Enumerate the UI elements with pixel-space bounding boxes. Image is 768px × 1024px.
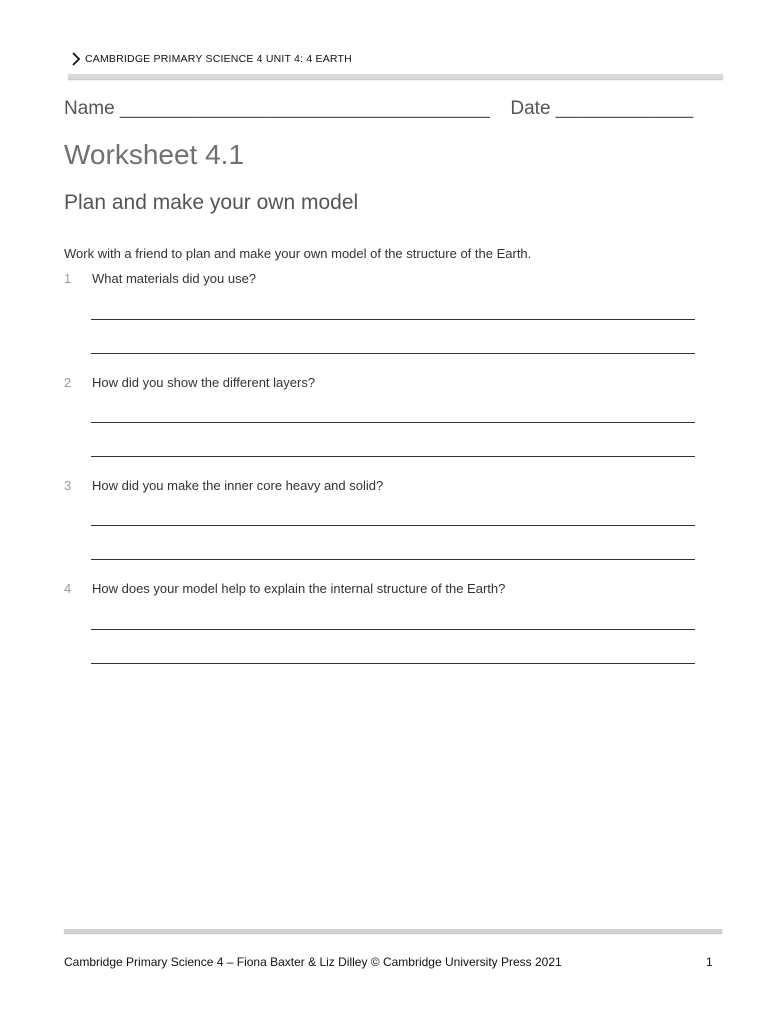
answer-line[interactable] bbox=[91, 422, 695, 423]
footer-divider bbox=[64, 929, 722, 933]
name-field-label: Name ___________________________________ bbox=[64, 98, 490, 119]
name-date-row bbox=[64, 98, 714, 120]
worksheet-subtitle: Plan and make your own model bbox=[64, 191, 359, 214]
question-number: 2 bbox=[64, 375, 72, 390]
question-text: How did you make the inner core heavy and solid? bbox=[92, 478, 384, 493]
question-1 bbox=[64, 271, 256, 286]
running-header bbox=[68, 51, 352, 67]
chevron-right-icon bbox=[68, 51, 84, 67]
question-3 bbox=[64, 478, 383, 493]
answer-line[interactable] bbox=[91, 353, 695, 354]
answer-line[interactable] bbox=[91, 663, 695, 664]
instructions-text: Work with a friend to plan and make your own model of the structure of the Earth. bbox=[64, 246, 532, 261]
answer-line[interactable] bbox=[91, 319, 695, 320]
header-divider bbox=[68, 74, 723, 79]
question-number: 4 bbox=[64, 581, 72, 596]
date-field-label: Date _____________ bbox=[510, 98, 694, 119]
question-4 bbox=[64, 581, 505, 596]
question-2 bbox=[64, 375, 315, 390]
footer-copyright: Cambridge Primary Science 4 – Fiona Baxter & Liz Dilley © Cambridge University Press 2021 bbox=[64, 955, 562, 969]
answer-line[interactable] bbox=[91, 525, 695, 526]
question-number: 3 bbox=[64, 478, 72, 493]
question-number: 1 bbox=[64, 271, 72, 286]
question-text: What materials did you use? bbox=[92, 271, 257, 286]
answer-line[interactable] bbox=[91, 629, 695, 630]
answer-line[interactable] bbox=[91, 456, 695, 457]
page-number: 1 bbox=[706, 955, 713, 969]
header-title: CAMBRIDGE PRIMARY SCIENCE 4 UNIT 4: 4 EARTH bbox=[85, 53, 352, 65]
question-text: How does your model help to explain the internal structure of the Earth? bbox=[92, 581, 506, 596]
answer-line[interactable] bbox=[91, 559, 695, 560]
worksheet-title: Worksheet 4.1 bbox=[64, 139, 245, 170]
question-text: How did you show the different layers? bbox=[92, 375, 316, 390]
